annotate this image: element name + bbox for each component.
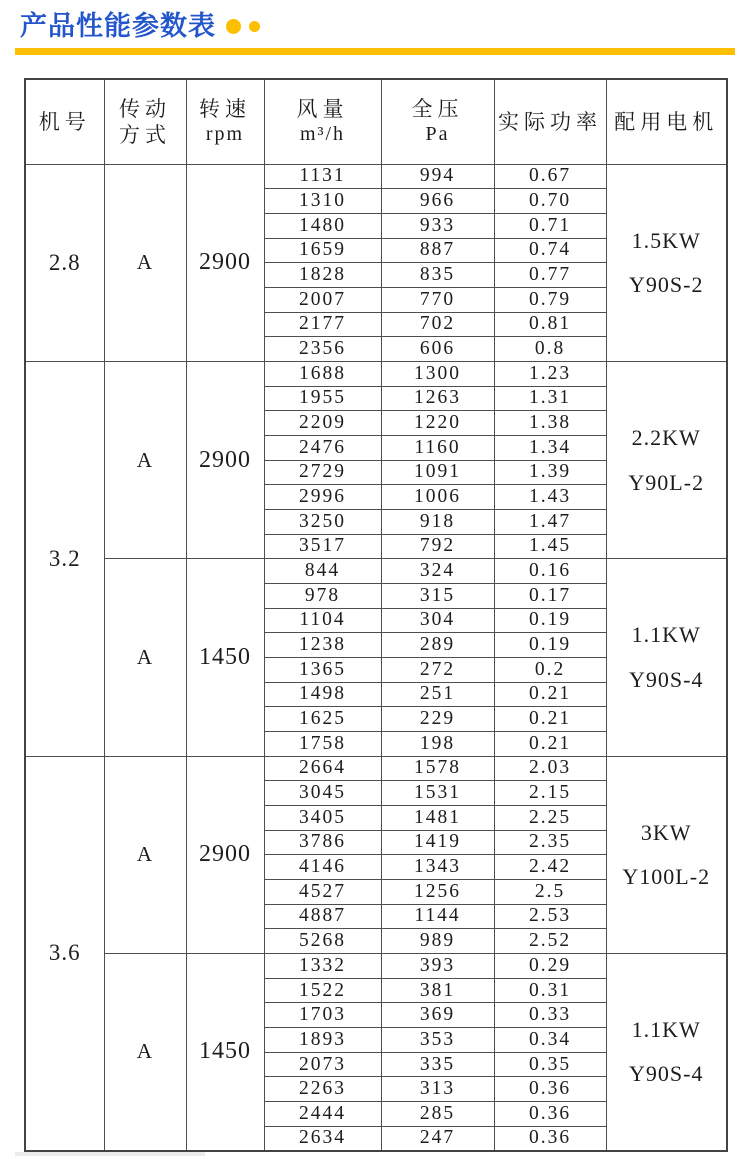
motor-cell bbox=[606, 756, 727, 953]
airflow-cell: 2073 bbox=[264, 1052, 381, 1077]
table-row bbox=[25, 954, 727, 979]
header-pressure bbox=[381, 79, 494, 164]
actual-power-cell: 2.52 bbox=[494, 929, 606, 954]
actual-power-cell: 0.21 bbox=[494, 682, 606, 707]
airflow-cell: 2664 bbox=[264, 756, 381, 781]
header-label: 全压 bbox=[411, 97, 464, 122]
airflow-cell: 844 bbox=[264, 559, 381, 584]
actual-power-cell: 0.79 bbox=[494, 287, 606, 312]
actual-power-cell: 0.36 bbox=[494, 1102, 606, 1127]
actual-power-cell: 0.31 bbox=[494, 978, 606, 1003]
actual-power-cell: 1.34 bbox=[494, 435, 606, 460]
pressure-cell: 1419 bbox=[381, 830, 494, 855]
motor-cell bbox=[606, 164, 727, 361]
actual-power-cell: 0.21 bbox=[494, 707, 606, 732]
pressure-cell: 1343 bbox=[381, 855, 494, 880]
header-sub-label: rpm bbox=[205, 123, 245, 146]
table-row bbox=[25, 361, 727, 386]
motor-power: 2.2KW bbox=[631, 425, 701, 451]
actual-power-cell: 0.71 bbox=[494, 213, 606, 238]
motor-model: Y90S-4 bbox=[629, 1061, 704, 1087]
airflow-cell: 2729 bbox=[264, 460, 381, 485]
pressure-cell: 315 bbox=[381, 583, 494, 608]
motor-model: Y90S-4 bbox=[629, 666, 704, 692]
actual-power-cell: 1.39 bbox=[494, 460, 606, 485]
airflow-cell: 3786 bbox=[264, 830, 381, 855]
pressure-cell: 335 bbox=[381, 1052, 494, 1077]
header-actual-power bbox=[494, 79, 606, 164]
pressure-cell: 989 bbox=[381, 929, 494, 954]
pressure-cell: 1006 bbox=[381, 485, 494, 510]
header-sub-label: Pa bbox=[425, 123, 450, 146]
pressure-cell: 887 bbox=[381, 238, 494, 263]
airflow-cell: 2996 bbox=[264, 485, 381, 510]
title-dot-small-icon bbox=[249, 21, 260, 32]
airflow-cell: 1659 bbox=[264, 238, 381, 263]
actual-power-cell: 0.8 bbox=[494, 337, 606, 362]
actual-power-cell: 0.33 bbox=[494, 1003, 606, 1028]
pressure-cell: 966 bbox=[381, 189, 494, 214]
pressure-cell: 1578 bbox=[381, 756, 494, 781]
actual-power-cell: 0.81 bbox=[494, 312, 606, 337]
airflow-cell: 978 bbox=[264, 583, 381, 608]
speed-rpm-cell: 2900 bbox=[186, 756, 264, 953]
actual-power-cell: 2.35 bbox=[494, 830, 606, 855]
airflow-cell: 2444 bbox=[264, 1102, 381, 1127]
actual-power-cell: 2.03 bbox=[494, 756, 606, 781]
airflow-cell: 1498 bbox=[264, 682, 381, 707]
table-row bbox=[25, 559, 727, 584]
actual-power-cell: 0.35 bbox=[494, 1052, 606, 1077]
pressure-cell: 1160 bbox=[381, 435, 494, 460]
actual-power-cell: 2.15 bbox=[494, 781, 606, 806]
airflow-cell: 2263 bbox=[264, 1077, 381, 1102]
airflow-cell: 2177 bbox=[264, 312, 381, 337]
header-label: 转速 bbox=[199, 97, 251, 122]
pressure-cell: 606 bbox=[381, 337, 494, 362]
actual-power-cell: 0.17 bbox=[494, 583, 606, 608]
pressure-cell: 994 bbox=[381, 164, 494, 189]
speed-rpm-cell: 2900 bbox=[186, 164, 264, 361]
airflow-cell: 2356 bbox=[264, 337, 381, 362]
header-machine-no bbox=[25, 79, 104, 164]
actual-power-cell: 0.36 bbox=[494, 1077, 606, 1102]
motor-power: 1.1KW bbox=[631, 622, 701, 648]
table-body bbox=[25, 164, 727, 1151]
airflow-cell: 1893 bbox=[264, 1028, 381, 1053]
header-airflow bbox=[264, 79, 381, 164]
header-sub-label: 方式 bbox=[119, 122, 171, 147]
airflow-cell: 2007 bbox=[264, 287, 381, 312]
title-underline bbox=[15, 48, 735, 55]
pressure-cell: 1531 bbox=[381, 781, 494, 806]
bottom-shadow bbox=[15, 1152, 205, 1156]
header-label: 风量 bbox=[296, 97, 349, 122]
pressure-cell: 1256 bbox=[381, 879, 494, 904]
airflow-cell: 1238 bbox=[264, 633, 381, 658]
pressure-cell: 285 bbox=[381, 1102, 494, 1127]
actual-power-cell: 0.2 bbox=[494, 657, 606, 682]
actual-power-cell: 1.31 bbox=[494, 386, 606, 411]
pressure-cell: 918 bbox=[381, 509, 494, 534]
spec-table bbox=[24, 78, 728, 1152]
machine-no-cell: 2.8 bbox=[25, 164, 104, 361]
header-label: 机号 bbox=[38, 109, 91, 134]
airflow-cell: 2476 bbox=[264, 435, 381, 460]
airflow-cell: 1104 bbox=[264, 608, 381, 633]
pressure-cell: 353 bbox=[381, 1028, 494, 1053]
actual-power-cell: 2.25 bbox=[494, 805, 606, 830]
header-label: 传动 bbox=[119, 96, 171, 121]
table-row bbox=[25, 164, 727, 189]
airflow-cell: 4887 bbox=[264, 904, 381, 929]
pressure-cell: 313 bbox=[381, 1077, 494, 1102]
page-header bbox=[20, 8, 260, 44]
airflow-cell: 2634 bbox=[264, 1126, 381, 1151]
pressure-cell: 247 bbox=[381, 1126, 494, 1151]
actual-power-cell: 0.36 bbox=[494, 1126, 606, 1151]
pressure-cell: 198 bbox=[381, 731, 494, 756]
pressure-cell: 1481 bbox=[381, 805, 494, 830]
pressure-cell: 251 bbox=[381, 682, 494, 707]
pressure-cell: 1220 bbox=[381, 411, 494, 436]
airflow-cell: 1758 bbox=[264, 731, 381, 756]
header-drive-mode bbox=[104, 79, 186, 164]
header-row bbox=[25, 79, 727, 164]
motor-model: Y90L-2 bbox=[628, 469, 705, 495]
airflow-cell: 1625 bbox=[264, 707, 381, 732]
drive-mode-cell: A bbox=[104, 361, 186, 558]
actual-power-cell: 1.23 bbox=[494, 361, 606, 386]
motor-cell bbox=[606, 361, 727, 558]
pressure-cell: 702 bbox=[381, 312, 494, 337]
airflow-cell: 1332 bbox=[264, 954, 381, 979]
motor-power: 3KW bbox=[640, 819, 692, 845]
drive-mode-cell: A bbox=[104, 559, 186, 756]
actual-power-cell: 0.77 bbox=[494, 263, 606, 288]
airflow-cell: 5268 bbox=[264, 929, 381, 954]
actual-power-cell: 0.16 bbox=[494, 559, 606, 584]
airflow-cell: 3517 bbox=[264, 534, 381, 559]
pressure-cell: 1300 bbox=[381, 361, 494, 386]
airflow-cell: 3045 bbox=[264, 781, 381, 806]
actual-power-cell: 0.70 bbox=[494, 189, 606, 214]
motor-power: 1.5KW bbox=[631, 227, 701, 253]
header-motor bbox=[606, 79, 727, 164]
motor-model: Y100L-2 bbox=[622, 864, 711, 890]
pressure-cell: 272 bbox=[381, 657, 494, 682]
actual-power-cell: 1.45 bbox=[494, 534, 606, 559]
actual-power-cell: 0.74 bbox=[494, 238, 606, 263]
pressure-cell: 1091 bbox=[381, 460, 494, 485]
pressure-cell: 289 bbox=[381, 633, 494, 658]
actual-power-cell: 0.21 bbox=[494, 731, 606, 756]
actual-power-cell: 0.19 bbox=[494, 633, 606, 658]
header-label: 实际功率 bbox=[498, 109, 602, 134]
airflow-cell: 1703 bbox=[264, 1003, 381, 1028]
actual-power-cell: 2.53 bbox=[494, 904, 606, 929]
table-header bbox=[25, 79, 727, 164]
pressure-cell: 229 bbox=[381, 707, 494, 732]
pressure-cell: 1144 bbox=[381, 904, 494, 929]
motor-power: 1.1KW bbox=[631, 1016, 701, 1042]
airflow-cell: 3405 bbox=[264, 805, 381, 830]
pressure-cell: 792 bbox=[381, 534, 494, 559]
airflow-cell: 1480 bbox=[264, 213, 381, 238]
actual-power-cell: 1.47 bbox=[494, 509, 606, 534]
airflow-cell: 1688 bbox=[264, 361, 381, 386]
pressure-cell: 835 bbox=[381, 263, 494, 288]
motor-cell bbox=[606, 954, 727, 1151]
header-sub-label: m³/h bbox=[299, 123, 346, 146]
airflow-cell: 3250 bbox=[264, 509, 381, 534]
pressure-cell: 304 bbox=[381, 608, 494, 633]
airflow-cell: 1828 bbox=[264, 263, 381, 288]
speed-rpm-cell: 1450 bbox=[186, 559, 264, 756]
header-speed-rpm bbox=[186, 79, 264, 164]
pressure-cell: 393 bbox=[381, 954, 494, 979]
pressure-cell: 1263 bbox=[381, 386, 494, 411]
airflow-cell: 2209 bbox=[264, 411, 381, 436]
speed-rpm-cell: 2900 bbox=[186, 361, 264, 558]
pressure-cell: 369 bbox=[381, 1003, 494, 1028]
actual-power-cell: 0.67 bbox=[494, 164, 606, 189]
actual-power-cell: 2.42 bbox=[494, 855, 606, 880]
actual-power-cell: 1.38 bbox=[494, 411, 606, 436]
actual-power-cell: 2.5 bbox=[494, 879, 606, 904]
machine-no-cell: 3.2 bbox=[25, 361, 104, 756]
airflow-cell: 1131 bbox=[264, 164, 381, 189]
pressure-cell: 770 bbox=[381, 287, 494, 312]
motor-cell bbox=[606, 559, 727, 756]
header-label: 配用电机 bbox=[614, 109, 719, 134]
speed-rpm-cell: 1450 bbox=[186, 954, 264, 1151]
pressure-cell: 381 bbox=[381, 978, 494, 1003]
pressure-cell: 933 bbox=[381, 213, 494, 238]
page-title: 产品性能参数表 bbox=[20, 11, 216, 41]
drive-mode-cell: A bbox=[104, 164, 186, 361]
airflow-cell: 1522 bbox=[264, 978, 381, 1003]
airflow-cell: 1365 bbox=[264, 657, 381, 682]
machine-no-cell: 3.6 bbox=[25, 756, 104, 1151]
airflow-cell: 4146 bbox=[264, 855, 381, 880]
drive-mode-cell: A bbox=[104, 756, 186, 953]
actual-power-cell: 0.29 bbox=[494, 954, 606, 979]
pressure-cell: 324 bbox=[381, 559, 494, 584]
airflow-cell: 1955 bbox=[264, 386, 381, 411]
actual-power-cell: 0.34 bbox=[494, 1028, 606, 1053]
motor-model: Y90S-2 bbox=[629, 272, 704, 298]
actual-power-cell: 1.43 bbox=[494, 485, 606, 510]
actual-power-cell: 0.19 bbox=[494, 608, 606, 633]
title-dot-large-icon bbox=[226, 19, 241, 34]
drive-mode-cell: A bbox=[104, 954, 186, 1151]
airflow-cell: 4527 bbox=[264, 879, 381, 904]
airflow-cell: 1310 bbox=[264, 189, 381, 214]
table-row bbox=[25, 756, 727, 781]
